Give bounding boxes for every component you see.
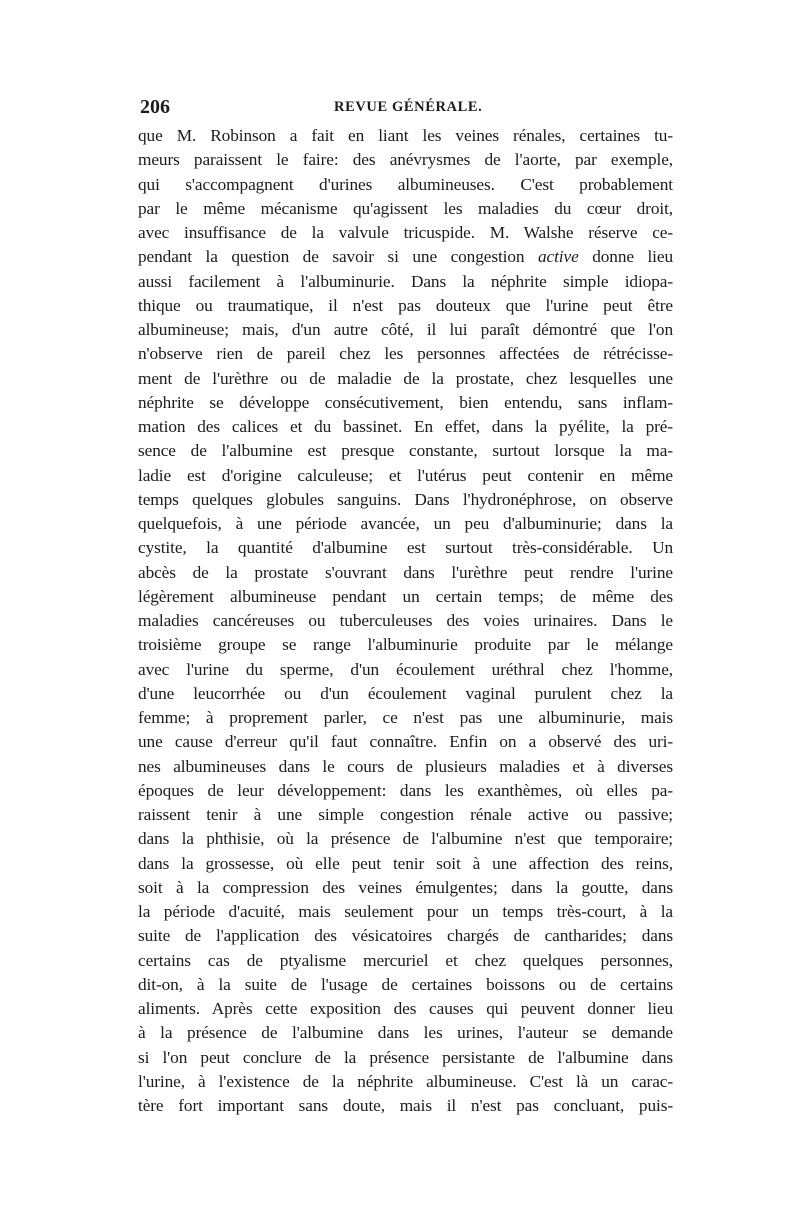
text-line: troisième groupe se range l'albuminurie produite par le mélange: [138, 635, 673, 655]
text-line: mation des calices et du bassinet. En effet, dans la pyélite, la pré-: [138, 417, 673, 436]
text-line: meurs paraissent le faire: des anévrysmes de l'aorte, par exemple,: [138, 150, 673, 170]
text-line: d'une leucorrhée ou d'un écoulement vaginal purulent chez la: [138, 683, 673, 703]
text-line: tère fort important sans doute, mais il n'est pas concluant, puis-: [138, 1096, 673, 1115]
text-line: aliments. Après cette exposition des causes qui peuvent donner lieu: [138, 999, 673, 1018]
text-line: dans la phthisie, où la présence de l'albumine n'est que temporaire;: [138, 829, 673, 849]
text-line: légèrement albumineuse pendant un certain temps; de même des: [138, 586, 673, 606]
text-line: quelquefois, à une période avancée, un peu d'albuminurie; dans la: [138, 514, 673, 533]
text-line: raissent tenir à une simple congestion rénale active ou passive;: [138, 805, 673, 824]
text-line: aussi facilement à l'albuminurie. Dans la néphrite simple idiopa-: [138, 271, 673, 291]
text-line: à la présence de l'albumine dans les urines, l'auteur se demande: [138, 1023, 673, 1043]
text-line: suite de l'application des vésicatoires chargés de cantharides; dans: [138, 926, 673, 946]
text-line: l'urine, à l'existence de la néphrite albumineuse. C'est là un carac-: [138, 1071, 673, 1091]
text-line: nes albumineuses dans le cours de plusieurs maladies et à diverses: [138, 756, 673, 776]
text-line: maladies cancéreuses ou tuberculeuses des voies urinaires. Dans le: [138, 611, 673, 630]
text-line: pendant la question de savoir si une congestion active donne lieu: [138, 247, 673, 267]
text-line: néphrite se développe consécutivement, bien entendu, sans inflam-: [138, 392, 673, 412]
page-header: [138, 92, 673, 124]
text-line: une cause d'erreur qu'il faut connaître. Enfin on a observé des uri-: [138, 732, 673, 752]
page-number: 206: [140, 96, 170, 118]
text-line: qui s'accompagnent d'urines albumineuses. C'est probablement: [138, 174, 673, 194]
text-line: thique ou traumatique, il n'est pas douteux que l'urine peut être: [138, 295, 673, 315]
text-line: soit à la compression des veines émulgentes; dans la goutte, dans: [138, 877, 673, 897]
text-line: la période d'acuité, mais seulement pour un temps très-court, à la: [138, 902, 673, 921]
text-line: abcès de la prostate s'ouvrant dans l'urèthre peut rendre l'urine: [138, 562, 673, 582]
text-line: temps quelques globules sanguins. Dans l'hydronéphrose, on observe: [138, 489, 673, 509]
text-line: cystite, la quantité d'albumine est surtout très-considérable. Un: [138, 538, 673, 558]
text-line: dit-on, à la suite de l'usage de certaines boissons ou de certains: [138, 974, 673, 994]
text-line: n'observe rien de pareil chez les personnes affectées de rétrécisse-: [138, 344, 673, 364]
text-line: si l'on peut conclure de la présence persistante de l'albumine dans: [138, 1047, 673, 1067]
text-line: avec insuffisance de la valvule tricuspide. M. Walshe réserve ce-: [138, 223, 673, 242]
text-line: avec l'urine du sperme, d'un écoulement uréthral chez l'homme,: [138, 659, 673, 679]
text-line: que M. Robinson a fait en liant les veines rénales, certaines tu-: [138, 126, 673, 145]
running-title: REVUE GÉNÉRALE.: [334, 99, 483, 115]
text-line: sence de l'albumine est presque constante, surtout lorsque la ma-: [138, 441, 673, 461]
emphasized-word: active: [538, 247, 579, 267]
text-line: ment de l'urèthre ou de maladie de la prostate, chez lesquelles une: [138, 368, 673, 388]
text-line: dans la grossesse, où elle peut tenir soit à une affection des reins,: [138, 853, 673, 873]
text-line: par le même mécanisme qu'agissent les maladies du cœur droit,: [138, 198, 673, 218]
text-line: albumineuse; mais, d'un autre côté, il lui paraît démontré que l'on: [138, 320, 673, 339]
text-line: certains cas de ptyalisme mercuriel et chez quelques personnes,: [138, 950, 673, 970]
text-line: femme; à proprement parler, ce n'est pas une albuminurie, mais: [138, 708, 673, 727]
text-line: époques de leur développement: dans les exanthèmes, où elles pa-: [138, 780, 673, 800]
book-page: [138, 92, 673, 1118]
body-text: [138, 124, 673, 1118]
text-line: ladie est d'origine calculeuse; et l'utérus peut contenir en même: [138, 465, 673, 485]
